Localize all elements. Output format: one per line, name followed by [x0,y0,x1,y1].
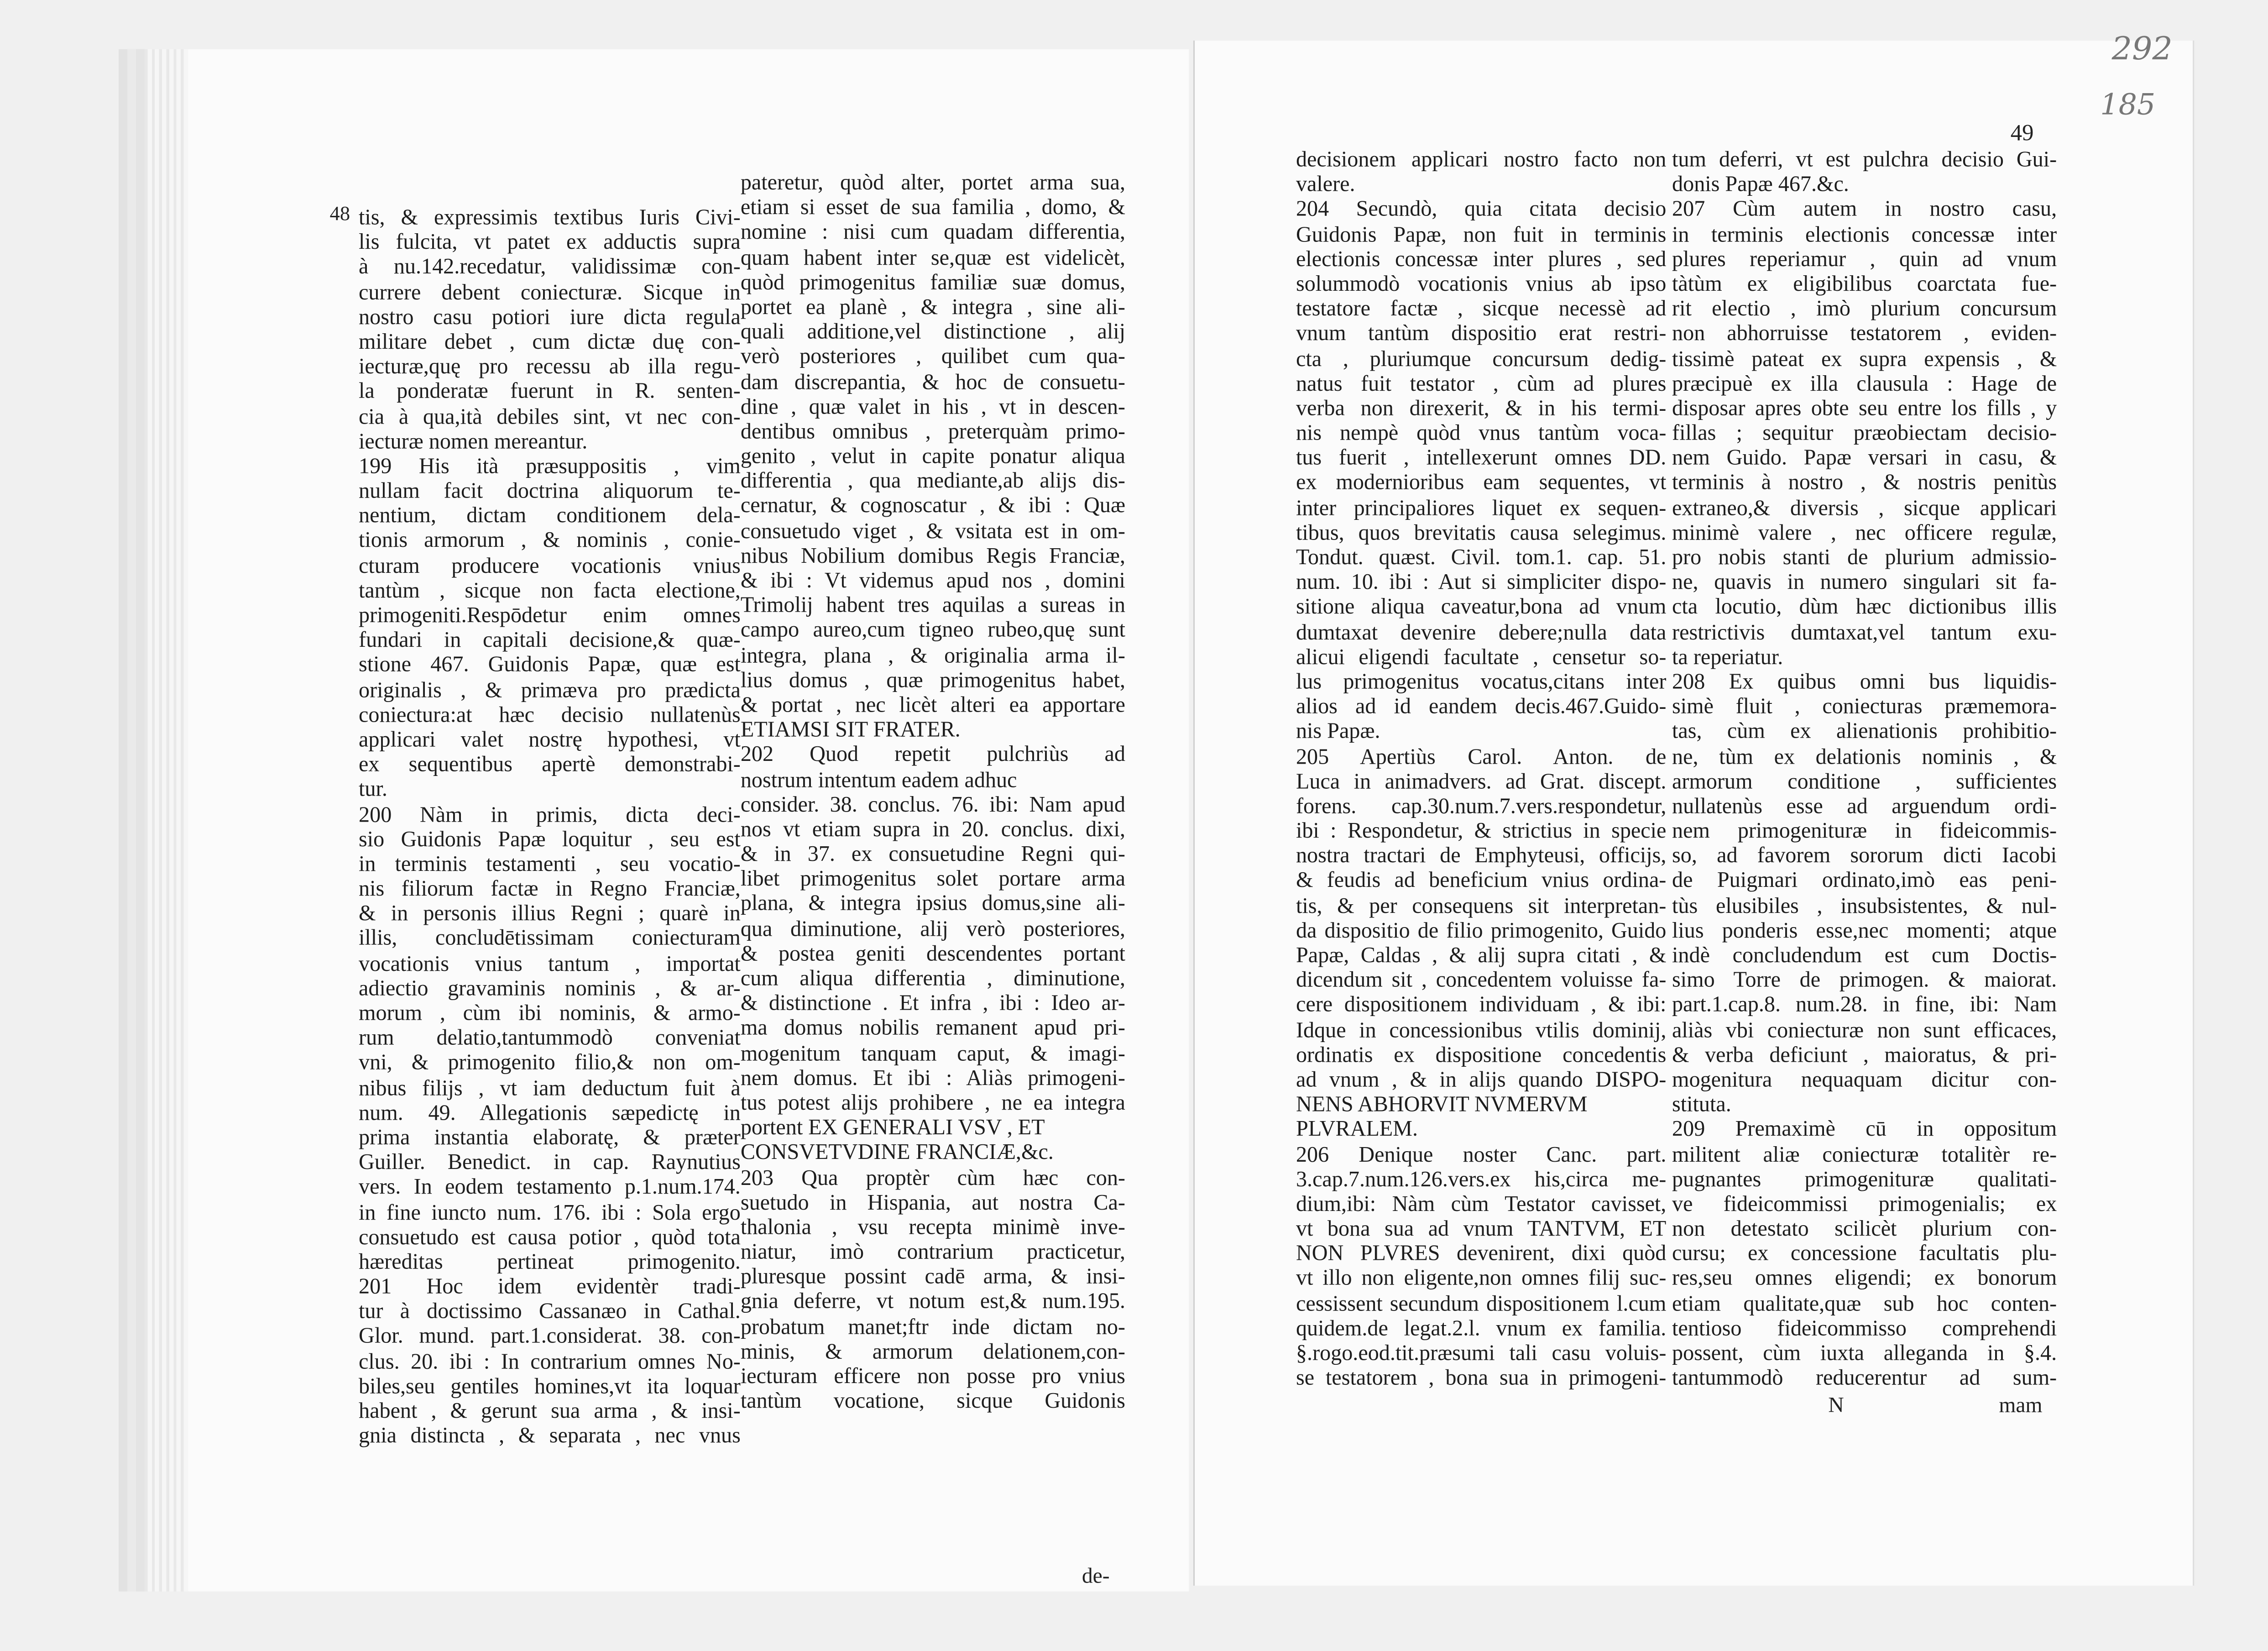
text-line: tas, cùm ex alienationis prohibitio- [1672,719,2057,744]
text-column [1296,147,1666,1391]
text-line: & feudis ad beneficium vnius ordina- [1296,869,1667,894]
text-line: iecturæ,quę pro recessu ab illa regu- [359,354,741,379]
text-line: tàtùm ex eligibilibus coarctata fue- [1672,272,2057,297]
text-line: natus fuit testator , cùm ad plures [1296,371,1667,396]
text-line: hæreditas pertineat primogenito. [359,1250,741,1275]
text-line: applicari valet nostrę hypothesi, vt [359,728,741,752]
text-line: alios ad id eandem decis.467.Guido- [1296,694,1667,719]
text-line: prima instantia elaboratę, & præter [359,1125,741,1150]
text-line: lus primogenitus vocatus,citans inter [1296,670,1667,695]
text-line: portet ea planè , & integra , sine ali- [740,295,1125,320]
text-line: genito , velut in capite ponatur aliqua [740,444,1125,469]
text-line: tus fuerit , intellexerunt omnes DD. [1296,446,1667,471]
text-line: nostro casu potiori iure dicta regula [359,304,741,330]
text-line: nibus Nobilium domibus Regis Franciæ, [740,544,1125,569]
text-line: restrictivis dumtaxat,vel tantum exu- [1672,620,2057,645]
text-line: tissimè pateat ex supra expensis , & [1672,346,2057,372]
text-column [359,205,741,1449]
text-line: vnum tantùm dispositio erat restri- [1296,321,1667,346]
text-line: & distinctione . Et infra , ibi : Ideo ar- [740,991,1125,1016]
text-line: nomine : nisi cum quadam differentia, [740,220,1125,245]
text-line: ad vnum , & in alijs quando DISPO- [1296,1067,1667,1092]
text-line: ve fideicommissi primogenialis; ex [1672,1192,2057,1217]
text-line: lis fulcita, vt patet ex adductis supra [359,230,741,255]
text-line: clus. 20. ibi : In contrarium omnes No- [359,1349,741,1374]
text-line: quòd primogenitus familiæ suæ domus, [740,270,1125,295]
text-line: verò posteriores , quilibet cum qua- [740,345,1125,370]
text-line: campo aureo,cum tigneo rubeo,quę sunt [740,618,1125,643]
text-line: rum delatio,tantummodò conveniat [359,1026,741,1051]
text-line: tentioso fideicommisso comprehendi [1672,1316,2057,1341]
text-line: simo Torre de primogen. & maiorat. [1672,968,2057,993]
text-line: tantummodò reducerentur ad sum- [1672,1366,2057,1391]
text-line: dicendum sit , concedentem voluisse fa- [1296,968,1667,993]
text-line: nis filiorum factæ in Regno Franciæ, [359,876,741,901]
text-line: Guidonis Papæ, non fuit in terminis [1296,222,1667,247]
text-line: vers. In eodem testamento p.1.num.174. [359,1175,741,1200]
text-line: & verba deficiunt , maioratus, & pri- [1672,1043,2057,1068]
text-line: Tondut. quæst. Civil. tom.1. cap. 51. [1296,545,1667,570]
text-line: nostrum intentum eadem adhuc [740,767,1017,792]
handwritten-folio-new: 185 [2100,87,2156,122]
text-line: minimè valere , nec officere regulæ, [1672,520,2057,545]
text-line: vocationis vnius tantum , importat [359,951,741,976]
text-line: 209 Premaximè cū in oppositum [1672,1117,2057,1142]
text-line: integra, plana , & originalia arma il- [740,643,1125,668]
text-line: 206 Denique noster Canc. part. [1296,1142,1667,1167]
text-line: militare debet , cum dictæ duę con- [359,330,741,355]
text-line: consuetudo est causa potior , quòd tota [359,1225,741,1250]
text-line: mogenitura nequaquam dicitur con- [1672,1067,2057,1092]
text-line: tibus, quos brevitatis causa selegimus. [1296,520,1667,545]
text-line: iecturæ nomen mereantur. [359,429,588,454]
text-line: 207 Cùm autem in nostro casu, [1672,197,2057,222]
text-line: dine , quæ valet in his , vt in descen- [740,394,1125,419]
text-line: forens. cap.30.num.7.vers.respondetur, [1296,794,1667,819]
text-line: CONSVETVDINE FRANCIÆ,&c. [740,1140,1054,1165]
text-line: cernatur, & cognoscatur , & ibi : Quæ [740,494,1125,519]
text-line: Idque in concessionibus vtilis dominij, [1296,1018,1667,1043]
text-line: 201 Hoc idem evidentèr tradi- [359,1274,741,1300]
text-line: lius ponderis esse,nec momenti; atque [1672,918,2057,943]
text-line: in fine iuncto num. 176. ibi : Sola ergo [359,1200,741,1225]
right-page [1193,41,2193,1586]
text-line: aliàs vbi coniecturæ non sunt efficaces, [1672,1018,2057,1043]
text-line: pro nobis stanti de plurium admissio- [1672,545,2057,570]
text-line: & in 37. ex consuetudine Regni qui- [740,842,1125,867]
text-line: nibus filijs , vt iam deductum fuit à [359,1075,741,1101]
text-line: dumtaxat devenire debere;nulla data [1296,620,1667,645]
text-line: tantùm vocatione, sicque Guidonis [740,1389,1125,1414]
text-column [1672,147,2057,1391]
text-line: in terminis testamenti , seu vocatio- [359,852,741,877]
text-line: non detestato scilicèt plurium con- [1672,1216,2057,1242]
text-line: 199 His ità præsuppositis , vim [359,454,741,479]
text-line: vni, & primogenito filio,& non om- [359,1051,741,1076]
text-line: suetudo in Hispania, aut nostra Ca- [740,1190,1125,1215]
text-line: quali additione,vel distinctione , alij [740,320,1125,345]
text-line: 204 Secundò, quia citata decisio [1296,197,1667,222]
text-line: part.1.cap.8. num.28. in fine, ibi: Nam [1672,993,2057,1018]
text-line: plana, & integra ipsius domus,sine ali- [740,891,1125,917]
text-line: differentia , qua mediante,ab alijs dis- [740,469,1125,494]
text-line: biles,seu gentiles homines,vt ita loquar [359,1374,741,1399]
text-line: tionis armorum , & nominis , conie- [359,529,741,554]
text-line: thalonia , vsu recepta minimè inve- [740,1215,1125,1240]
text-line: nullatenùs esse ad arguendum ordi- [1672,794,2057,819]
page-number: 49 [2010,121,2034,147]
text-line: tis, & expressimis textibus Iuris Civi- [359,205,741,230]
text-line: cta , pluriumque concursum dedig- [1296,346,1667,372]
text-line: 202 Quod repetit pulchriùs ad [740,742,1125,767]
text-line: & portat , nec licèt alteri ea apportare [740,693,1125,718]
text-line: habent , & gerunt sua arma , & insi- [359,1399,741,1424]
text-line: indè concludendum est cum Doctis- [1672,943,2057,968]
text-line: sio Guidonis Papæ loquitur , seu est [359,827,741,852]
text-line: stituta. [1672,1092,1731,1117]
text-line: Guiller. Benedict. in cap. Raynutius [359,1150,741,1175]
text-line: simè fluit , coniecturas præmemora- [1672,694,2057,719]
text-line: quam habent inter se,quæ est videlicèt, [740,245,1125,270]
text-line: Luca in animadvers. ad Grat. discept. [1296,769,1667,794]
text-line: ordinatis ex dispositione concedentis [1296,1043,1667,1068]
text-line: 203 Qua proptèr cùm hæc con- [740,1165,1125,1190]
text-column [741,171,1125,1414]
catchword: mam [1999,1394,2043,1418]
text-line: militent aliæ coniecturæ totalitèr re- [1672,1142,2057,1167]
text-line: sitione aliqua caveatur,bona ad vnum [1296,595,1667,620]
text-line: fillas ; sequitur præobiectam decisio- [1672,421,2057,446]
text-line: valere. [1296,172,1355,197]
text-line: nos vt etiam supra in 20. conclus. dixi, [740,817,1125,842]
text-line: cursu; ex concessione facultatis plu- [1672,1242,2057,1267]
text-line: donis Papæ 467.&c. [1672,172,1849,197]
text-line: libet primogenitus solet portare arma [740,867,1125,892]
text-line: PLVRALEM. [1296,1117,1418,1142]
text-line: ne, tùm ex delationis nominis , & [1672,744,2057,769]
text-line: vt bona sua ad vnum TANTVM, ET [1296,1216,1667,1242]
text-line: & postea geniti descendentes portant [740,941,1125,966]
text-line: nis nempè quòd vnus tantùm voca- [1296,421,1667,446]
text-line: etiam si esset de sua familia , domo, & [740,195,1125,220]
text-line: nentium, dictam conditionem dela- [359,503,741,529]
text-line: alicui eligendi facultate , censetur so- [1296,645,1667,670]
text-line: primogeniti.Respōdetur enim omnes [359,603,741,628]
text-line: lius domus , quæ primogenitus habet, [740,668,1125,693]
text-line: tur à doctissimo Cassanæo in Cathal. [359,1300,741,1324]
text-line: decisionem applicari nostro facto non [1296,147,1667,173]
text-line: dentibus omnibus , preterquàm primo- [740,419,1125,444]
text-line: morum , cùm ibi nominis, & armo- [359,1001,741,1026]
text-line: fundari in capitali decisione,& quæ- [359,628,741,653]
text-line: nem domus. Et ibi : Aliàs primogeni- [740,1066,1125,1091]
text-line: verba non direxerit, & in his termi- [1296,396,1667,421]
text-line: cessissent secundum dispositionem l.cum [1296,1291,1667,1316]
text-line: adiectio gravaminis nominis , & ar- [359,976,741,1001]
text-line: 200 Nàm in primis, dicta deci- [359,802,741,827]
text-line: inter principaliores liquet ex sequen- [1296,495,1667,520]
text-line: portent EX GENERALI VSV , ET [740,1116,1045,1141]
text-line: da dispositio de filio primogenito, Guido [1296,918,1667,943]
text-line: de Puigmari ordinato,imò eas peni- [1672,869,2057,894]
text-line: nullam facit doctrina aliquorum te- [359,479,741,504]
text-line: gnia distincta , & separata , nec vnus [359,1424,741,1449]
text-line: consider. 38. conclus. 76. ibi: Nam apud [740,792,1125,817]
text-line: NON PLVRES devenirent, dixi quòd [1296,1242,1667,1267]
text-line: so, ad favorem sororum dicti Iacobi [1672,844,2057,869]
text-line: §.rogo.eod.tit.præsumi tali casu voluis- [1296,1341,1667,1366]
text-line: cturam producere vocationis vnius [359,553,741,578]
text-line: tùs elusibiles , insubsistentes, & nul- [1672,893,2057,918]
text-line: nem Guido. Papæ versari in casu, & [1672,446,2057,471]
text-line: præcipuè ex illa clausula : Hage de [1672,371,2057,396]
text-line: pluresque possint cadē arma, & insi- [740,1265,1125,1289]
text-line: tur. [359,777,387,802]
text-line: terminis à nostro , & nostris penitùs [1672,471,2057,496]
text-line: electionis concessæ inter plures , sed [1296,247,1667,272]
text-line: stione 467. Guidonis Papæ, quæ est [359,653,741,678]
text-line: la ponderatæ fuerunt in R. senten- [359,379,741,404]
text-line: ETIAMSI SIT FRATER. [740,718,961,743]
text-line: probatum manet;ftr inde dictam no- [740,1314,1125,1339]
text-line: tantùm , sicque non facta electione, [359,578,741,603]
text-line: dium,ibi: Nàm cùm Testator cavisset, [1296,1192,1667,1217]
text-line: plures reperiamur , quin ad vnum [1672,247,2057,272]
text-line: Glor. mund. part.1.considerat. 38. con- [359,1324,741,1349]
text-line: & ibi : Vt videmus apud nos , domini [740,568,1125,593]
text-line: disposar apres obte seu entre los fills , y [1672,396,2057,421]
text-line: ex sequentibus apertè demonstrabi- [359,752,741,777]
left-page [145,49,1189,1592]
text-line: ma domus nobilis remanent apud pri- [740,1016,1125,1041]
text-line: cta locutio, dùm hæc dictionibus illis [1672,595,2057,620]
text-line: à nu.142.recedatur, validissimæ con- [359,255,741,280]
text-line: tum deferri, vt est pulchra decisio Gui- [1672,147,2057,173]
text-line: nem primogenituræ in fideicommis- [1672,819,2057,844]
text-line: currere debent coniecturæ. Sicque in [359,280,741,305]
text-line: rit electio , imò plurium concursum [1672,297,2057,322]
text-line: nostra tractari de Emphyteusi, officijs, [1296,844,1667,869]
text-line: vt illo non eligente,non omnes filij suc- [1296,1266,1667,1291]
text-line: iecturam efficere non posse pro vnius [740,1364,1125,1389]
text-line: NENS ABHORVIT NVMERVM [1296,1092,1588,1117]
text-line: res,seu omnes eligendi; ex bonorum [1672,1266,2057,1291]
text-line: extraneo,& diversis , sicque applicari [1672,495,2057,520]
text-line: nis Papæ. [1296,719,1380,744]
text-line: quidem.de legat.2.l. vnum ex familia. [1296,1316,1667,1341]
catchword: de- [1082,1565,1110,1589]
text-line: 208 Ex quibus omni bus liquidis- [1672,670,2057,695]
text-line: tis, & per consequens sit interpretan- [1296,893,1667,918]
text-line: ne, quavis in numero singulari sit fa- [1672,570,2057,595]
text-line: cia à qua,ità debiles sint, vt nec con- [359,404,741,429]
text-line: ta reperiatur. [1672,645,1783,670]
signature-mark: N [1828,1394,1844,1418]
text-line: qua diminutione, alij verò posteriores, [740,917,1125,942]
text-line: ex modernioribus eam sequentes, vt [1296,471,1667,496]
text-line: coniectura:at hæc decisio nullatenùs [359,702,741,728]
text-line: pugnantes primogenituræ qualitati- [1672,1167,2057,1192]
text-line: ibi : Respondetur, & strictius in specie [1296,819,1667,844]
text-line: in terminis electionis concessæ inter [1672,222,2057,247]
text-line: 3.cap.7.num.126.vers.ex his,circa me- [1296,1167,1667,1192]
text-line: pateretur, quòd alter, portet arma sua, [740,171,1125,195]
handwritten-folio-old: 292 [2111,31,2173,68]
text-line: minis, & armorum delationem,con- [740,1339,1125,1364]
text-line: possent, cùm iuxta alleganda in §.4. [1672,1341,2057,1366]
text-line: etiam qualitate,quæ sub hoc conten- [1672,1291,2057,1316]
text-line: solummodò vocationis vnius ab ipso [1296,272,1667,297]
text-line: originalis , & primæva pro prædicta [359,678,741,703]
text-line: gnia deferre, vt notum est,& num.195. [740,1289,1125,1315]
text-line: tus potest alijs prohibere , ne ea integra [740,1090,1125,1116]
text-line: testatore factæ , sicque necessè ad [1296,297,1667,322]
text-line: 205 Apertiùs Carol. Anton. de [1296,744,1667,769]
page-number: 48 [329,204,350,226]
text-line: cum aliqua differentia , diminutione, [740,966,1125,991]
text-line: cere dispositionem individuam , & ibi: [1296,993,1667,1018]
text-line: non abhorruisse testatorem , eviden- [1672,321,2057,346]
text-line: num. 10. ibi : Aut si simpliciter dispo- [1296,570,1667,595]
text-line: Papæ, Caldas , & alij supra citati , & [1296,943,1667,968]
text-line: niatur, imò contrarium practicetur, [740,1240,1125,1265]
text-line: consuetudo viget , & vsitata est in om- [740,519,1125,544]
text-line: Trimolij habent tres aquilas a sureas in [740,593,1125,618]
text-line: armorum conditione , sufficientes [1672,769,2057,794]
text-line: dam discrepantia, & hoc de consuetu- [740,369,1125,394]
text-line: & in personis illius Regni ; quarè in [359,901,741,927]
text-line: se testatorem , bona sua in primogeni- [1296,1366,1667,1391]
text-line: mogenitum tanquam caput, & imagi- [740,1041,1125,1066]
text-line: num. 49. Allegationis sæpedictę in [359,1101,741,1126]
text-line: illis, concludētissimam coniecturam [359,926,741,951]
